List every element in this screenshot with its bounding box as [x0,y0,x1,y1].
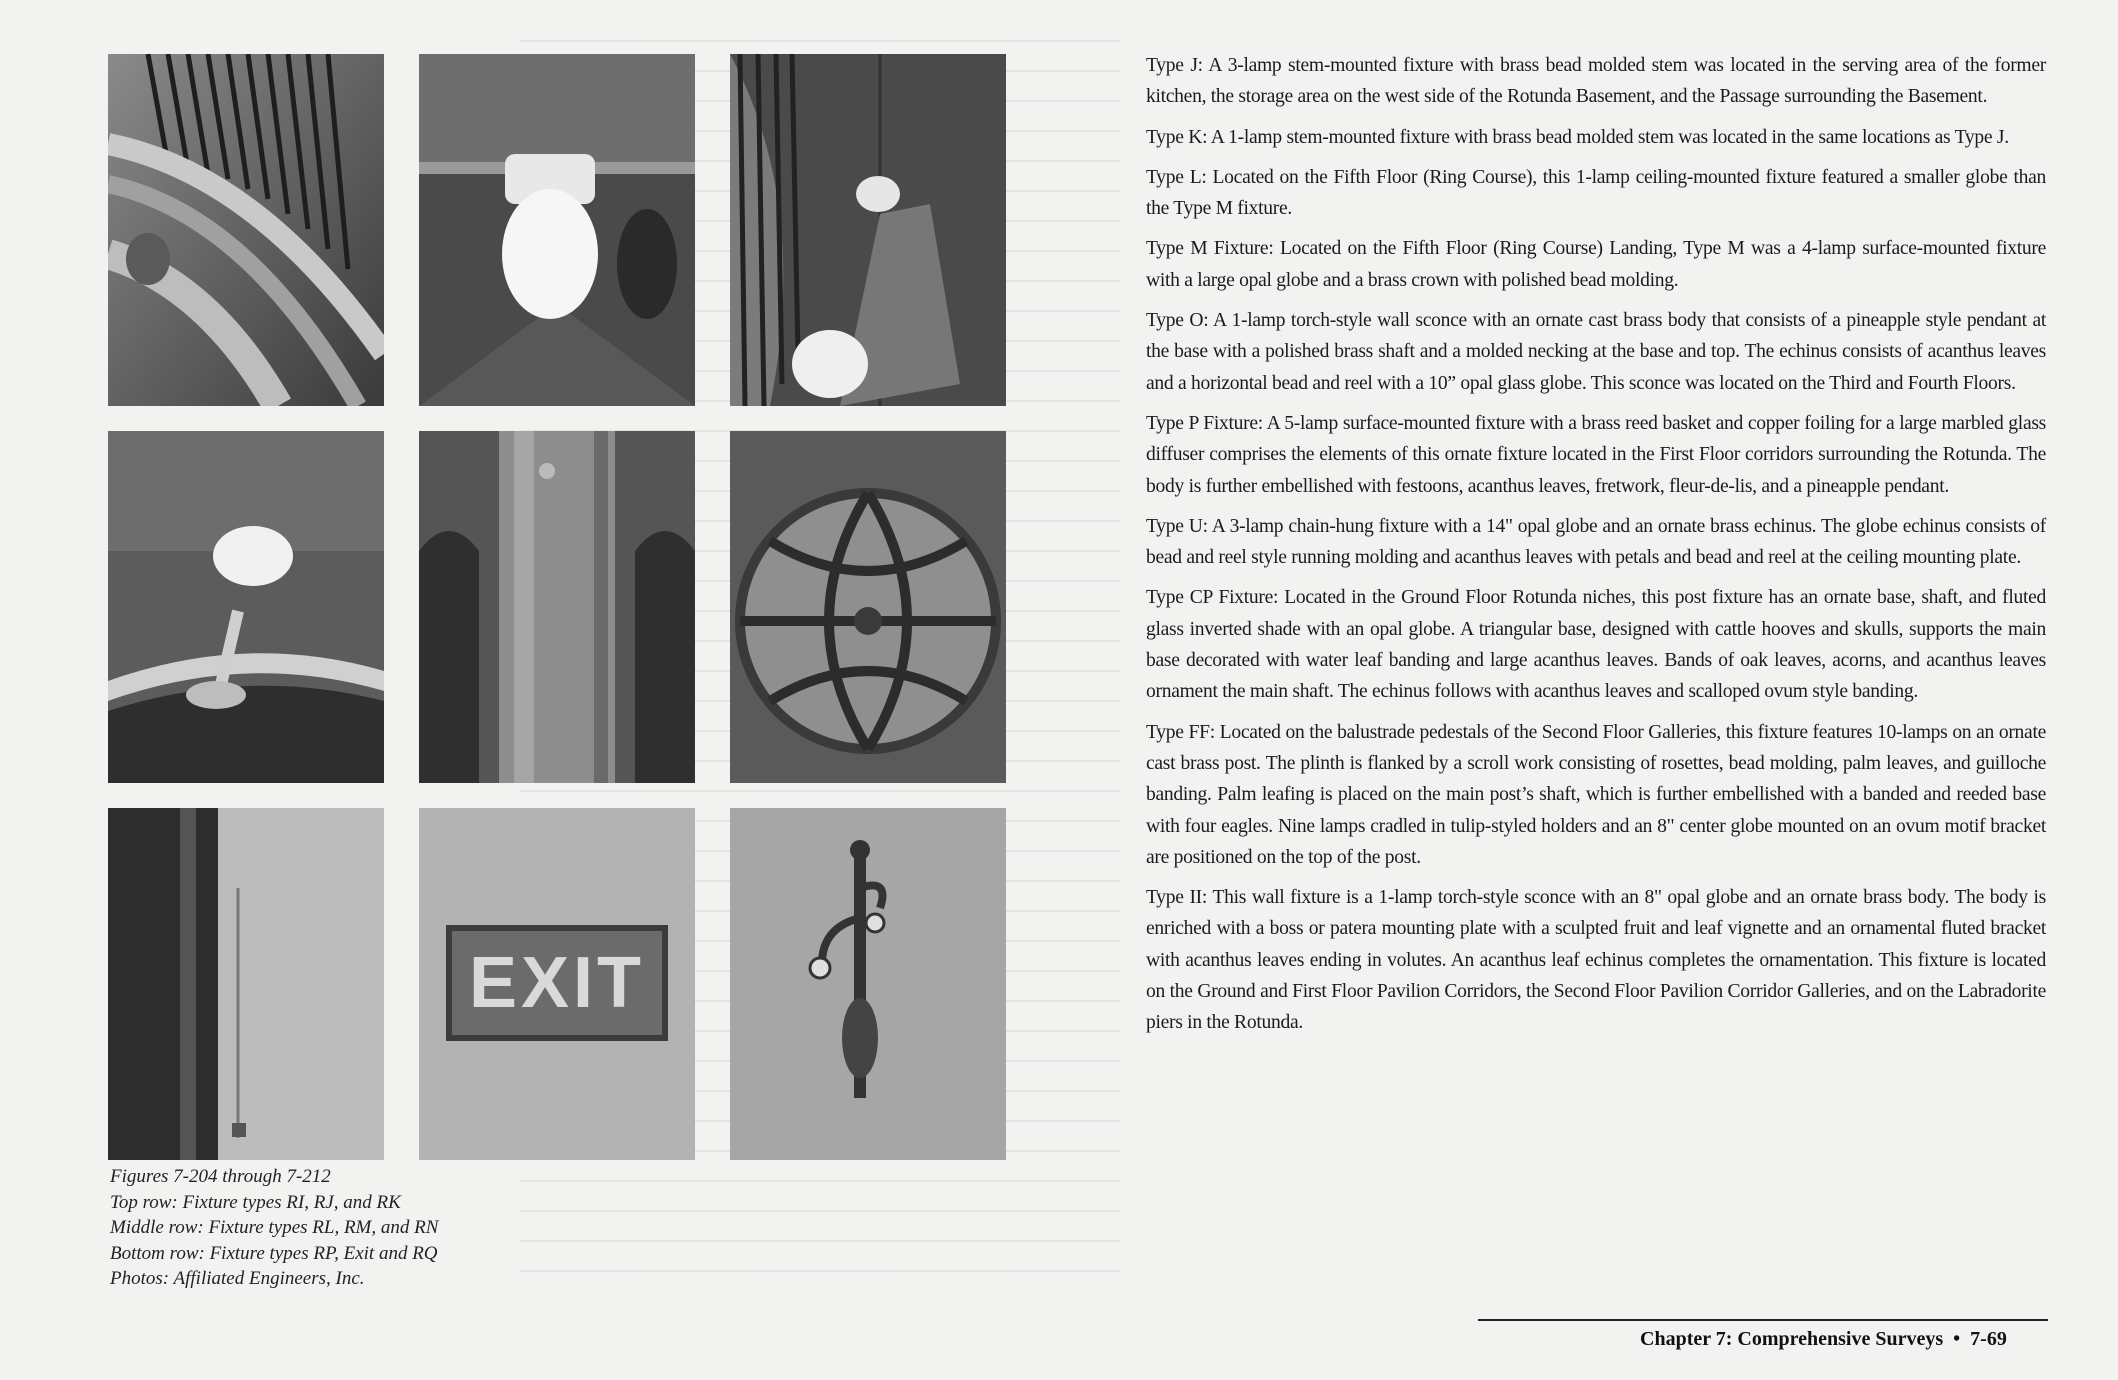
photo-fixture-rq [730,808,1006,1160]
paragraph-type-ff: Type FF: Located on the balustrade pedestals of the Second Floor Galleries, this fixture features 10-lamps on an ornate cast brass post. The plinth is flanked by a scroll work consisting of rosettes, bead molding, palm leaves, and guilloche banding. Palm leafing is placed on the main post’s shaft, which is further embellished with a banded and reeded base with four eagles. Nine lamps cradled in tulip-styled holders and an 8" center globe mounted on an ovum motif bracket are positioned on the top of the post. [1146,721,2046,868]
paragraph-type-o: Type O: A 1-lamp torch-style wall sconce with an ornate cast brass body that consists of a pineapple style pendant at the base with a polished brass shaft and a molded necking at the base and top. The echinus consists of acanthus leaves and a horizontal bead and reel with a 10” opal glass globe. This sconce was located on the Third and Fourth Floors. [1146,310,2046,394]
paragraph-type-cp: Type CP Fixture: Located in the Ground Floor Rotunda niches, this post fixture has an ornate base, shaft, and fluted glass inverted shade with an opal globe. A triangular base, designed with cattle hooves and skulls, supports the main base decorated with water leaf banding and large acanthus leaves. Bands of oak leaves, acorns, and acanthus leaves ornament the main shaft. The echinus follows with acanthus leaves and scalloped ovum style banding. [1146,587,2046,703]
photo-fixture-rj-image [419,54,695,406]
photo-fixture-ri-image [108,54,384,406]
photo-fixture-ri [108,54,384,406]
exit-sign-text: EXIT [468,943,646,1023]
footer-chapter-title: Chapter 7: Comprehensive Surveys [1640,1328,1944,1350]
caption-figures-line: Figures 7-204 through 7-212 [110,1166,331,1187]
caption-bottom-row-line: Bottom row: Fixture types RP, Exit and RQ [110,1242,438,1264]
photo-fixture-rk [730,54,1006,406]
photo-fixture-rl-image [108,431,384,783]
photo-fixture-rm [419,431,695,783]
photo-fixture-rp [108,808,384,1160]
photo-exit-sign [419,808,695,1160]
caption-top-row-line: Top row: Fixture types RI, RJ, and RK [110,1191,401,1213]
paragraph-type-ii: Type II: This wall fixture is a 1-lamp torch-style sconce with an 8" opal globe and an ornate brass body. The body is enriched with a boss or patera mounting plate with a sculpted fruit and leaf vignette and an ornamental fluted bracket with acanthus leaves ending in volutes. An acanthus leaf echinus completes the ornamentation. This fixture is located on the Ground and First Floor Pavilion Corridors, the Second Floor Pavilion Corridor Galleries, and on the Labradorite piers in the Rotunda. [1146,887,2046,1034]
paragraph-type-j: Type J: A 3-lamp stem-mounted fixture with brass bead molded stem was located in the serving area of the former kitchen, the storage area on the west side of the Rotunda Basement, and the Passage surrounding the Basement. [1146,55,2046,108]
photo-grid [108,54,1006,1160]
body-text-column [1146,50,2046,1048]
photo-fixture-rq-image [730,808,1006,1160]
footer-page-number: 7-69 [1970,1328,2007,1350]
photo-fixture-rm-image [419,431,695,783]
figure-caption [110,1164,580,1292]
photo-fixture-rp-image [108,808,384,1160]
footer-rule [1478,1319,2048,1321]
paragraph-type-k: Type K: A 1-lamp stem-mounted fixture with brass bead molded stem was located in the same locations as Type J. [1146,126,2009,148]
footer-bullet: • [1953,1328,1961,1350]
photo-fixture-rl [108,431,384,783]
photo-fixture-rk-image [730,54,1006,406]
caption-middle-row-line: Middle row: Fixture types RL, RM, and RN [110,1217,439,1238]
paragraph-type-p: Type P Fixture: A 5-lamp surface-mounted fixture with a brass reed basket and copper foiling for a large marbled glass diffuser comprises the elements of this ornate fixture located in the First Floor corridors surrounding the Rotunda. The body is further embellished with festoons, acanthus leaves, fretwork, fleur-de-lis, and a pineapple pendant. [1146,412,2046,497]
photo-fixture-rn-image [730,431,1006,783]
paragraph-type-l: Type L: Located on the Fifth Floor (Ring Course), this 1-lamp ceiling-mounted fixture featured a smaller globe than the Type M fixture. [1146,166,2046,220]
page-footer [1640,1328,2007,1351]
paragraph-type-u: Type U: A 3-lamp chain-hung fixture with a 14" opal globe and an ornate brass echinus. The globe echinus consists of bead and reel style running molding and acanthus leaves with petals and bead and reel at the ceiling mounting plate. [1146,515,2046,569]
paragraph-type-m: Type M Fixture: Located on the Fifth Floor (Ring Course) Landing, Type M was a 4-lamp surface-mounted fixture with a large opal globe and a brass crown with polished bead molding. [1146,238,2046,291]
photo-fixture-rn [730,431,1006,783]
caption-photo-credit-line: Photos: Affiliated Engineers, Inc. [110,1268,365,1289]
photo-fixture-rj [419,54,695,406]
